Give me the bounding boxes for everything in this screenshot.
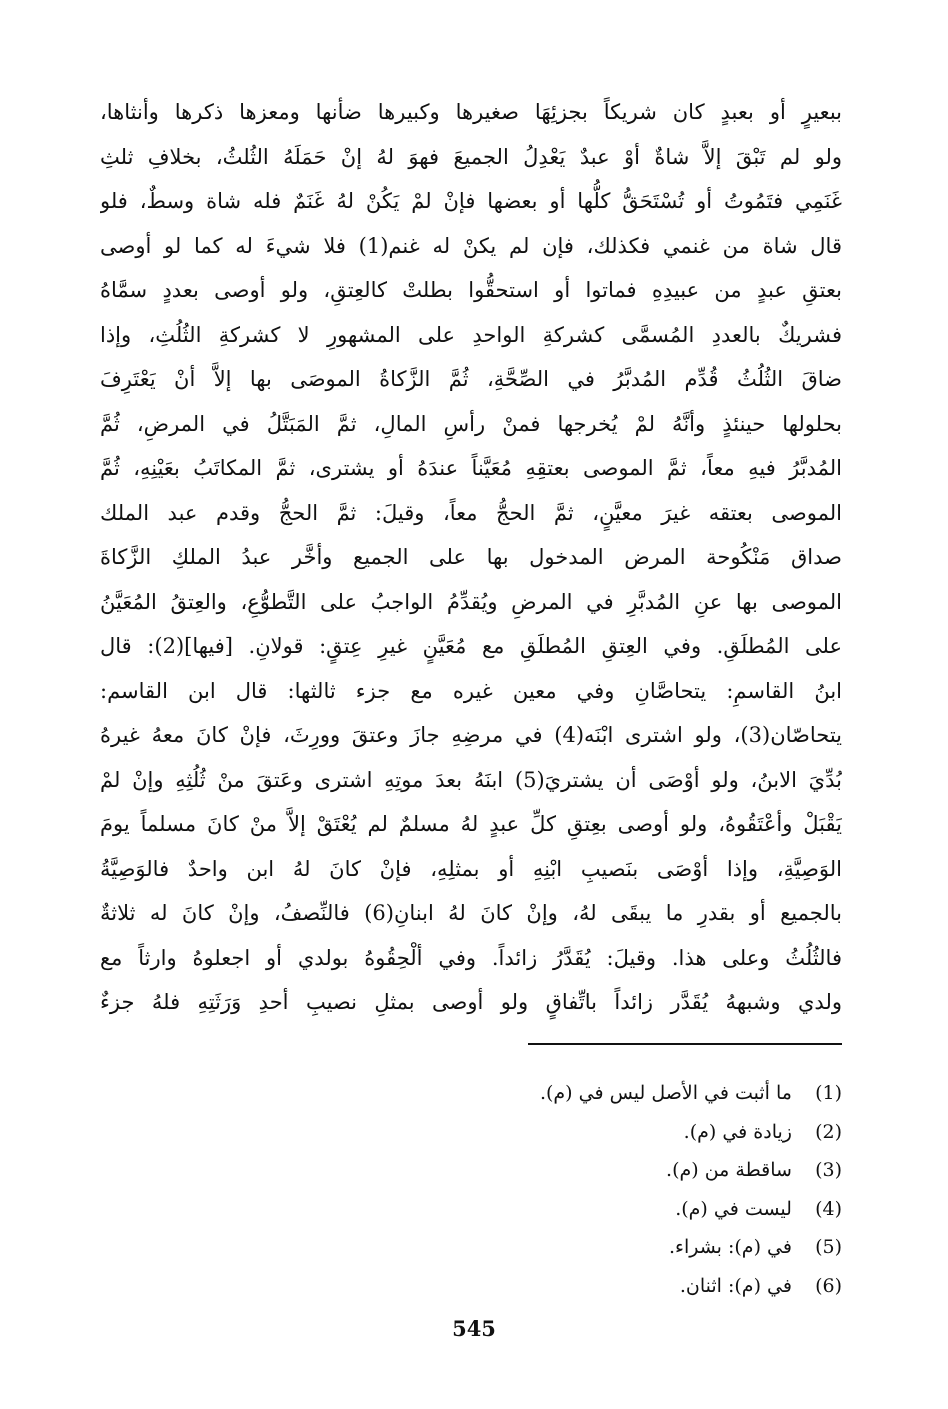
footnote-text: ليست في (م). (675, 1197, 792, 1220)
text-line: فالثُلُثُ وعلى هذا. وقيلَ: يُقَدَّرُ زائداً. وفي ألْحِقُوهُ بولدي أو اجعلوهُ وارثاً مع (100, 945, 842, 970)
text-line: صداق مَنْكُوحة المرض المدخول بها على الجميع وأخَّر عبدُ الملكِ الزَّكاةَ (100, 545, 842, 569)
footnote-number: (4) (815, 1197, 842, 1220)
footnote-text: في (م): اثنان. (679, 1274, 792, 1297)
footnote-item (400, 1113, 842, 1152)
footnote-number: (3) (815, 1159, 842, 1181)
text-line: الموصى بعتقه غيرَ معيَّنٍ، ثمَّ الحجُّ معاً، وقيلَ: ثمَّ الحجُّ وقدم عبد الملك (100, 500, 842, 525)
footnote-text: ساقطة من (م). (666, 1159, 792, 1181)
footnote-text: زيادة في (م). (683, 1120, 792, 1143)
text-line: ضاقَ الثُلُثُ قُدِّم المُدبَّرُ في الصِّحَّةِ، ثُمَّ الزَّكاةُ الموصَى بها إلاَّ أنْ يَعْتَرِفَ (100, 367, 842, 391)
text-line: غَنَمِي فتَمُوتُ أو تُسْتَحَقُّ كلُّها أو بعضها فإنْ لمْ يَكُنْ لهُ غَنَمٌ فله شاة وسطٌ، فلو (100, 189, 842, 213)
footnote-text: في (م): بشراء. (668, 1236, 792, 1258)
footnote-item (400, 1190, 842, 1229)
text-line: قال شاة من غنمي فكذلك، فإن لم يكنْ له غنم(1) فلا شيءَ له كما لو أوصى (100, 233, 842, 258)
text-line: بعتقِ عبدٍ من عبيدِهِ فماتوا أو استحقُّوا بطلتْ كالعِتقِ، ولو أوصى بعددٍ سمَّاهُ (100, 278, 842, 302)
text-line: بالجميع أو بقدرِ ما يبقَى لهُ، وإنْ كانَ لهُ ابنانِ(6) فالنِّصفُ، وإنْ كانَ له ثلاثةٌ (100, 901, 842, 925)
text-line: بحلولها حينئذٍ وأنَّهُ لمْ يُخرجها فمنْ رأسِ المالِ، ثمَّ المَبَتَّلُ في المرضِ، ثُمَّ (100, 411, 842, 436)
text-line: بُدِّيَ الابنُ، ولو أوْصَى أن يشتريَ(5) ابنَهُ بعدَ موتِهِ اشترى وعَتقَ منْ ثُلُثِهِ وإنْ لمْ (100, 767, 842, 792)
text-line: ولو لم تَبْقَ إلاَّ شاةٌ أوْ عبدٌ يَعْدِلُ الجميعَ فهوَ لهُ إنْ حَمَلَهُ الثُلثُ، بخلافِ ثلثِ (100, 144, 842, 169)
footnote-item (400, 1074, 842, 1113)
footnote-item (400, 1151, 842, 1190)
text-line: الموصى بها عنِ المُدبَّرِ في المرضِ ويُقدِّمُ الواجبُ على التَّطوُّعِ، والعِتقُ المُعَيَّنُ (100, 589, 842, 614)
text-line: المُدبَّرُ فيهِ معاً، ثمَّ الموصى بعتقِهِ مُعَيَّناً عندَهُ أو يشترى، ثمَّ المكاتَبُ بعَيْنِهِ، ثُمَّ (100, 456, 842, 480)
text-line: فشريكٌ بالعددِ المُسمَّى كشركةِ الواحدِ على المشهورِ لا كشركةِ الثُلُثِ، وإذا (100, 322, 842, 347)
footnote-separator (528, 1043, 842, 1045)
page-number: 545 (452, 1316, 496, 1341)
text-line: الوَصِيَّةِ، وإذا أوْصَى بنَصيبِ ابْنِهِ أو بمثلِهِ، فإنْ كانَ لهُ ابن واحدٌ فالوَصِيَّةُ (100, 856, 842, 881)
footnote-number: (5) (815, 1236, 842, 1258)
text-line: على المُطلَقِ. وفي العِتقِ المُطلَقِ مع مُعَيَّنٍ غيرِ عِتقٍ: قولانِ. [فيها](2): قال (100, 634, 842, 658)
text-line: ولدي وشبههُ يُقَدَّر زائداً باتِّفاقٍ ولو أوصى بمثلِ نصيبِ أحدِ وَرَثَتِهِ فلهُ جزءٌ (100, 990, 842, 1014)
footnote-number: (2) (815, 1120, 842, 1143)
footnote-item (400, 1228, 842, 1267)
main-text (100, 90, 842, 1025)
footnote-number: (6) (815, 1274, 842, 1297)
text-line: يتحاصّان(3)، ولو اشترى ابْنَه(4) في مرضِهِ جازَ وعتقَ وورِثَ، فإنْ كانَ معهُ غيرهُ (100, 723, 842, 747)
footnote-item (400, 1267, 842, 1306)
text-line: يَقْبَلْ وأعْتَقُوهُ، ولو أوصى بعِتقِ كلِّ عبدٍ لهُ مسلمٌ لم يُعْتَقْ إلاَّ منْ كانَ مسلماً يومَ (100, 812, 842, 836)
footnote-text: ما أثبت في الأصل ليس في (م). (539, 1082, 792, 1104)
footnote-number: (1) (815, 1082, 842, 1104)
footnotes (400, 1074, 842, 1305)
text-line: ببعيرٍ أو بعبدٍ كان شريكاً بجزئِهَا صغيرها وكبيرها ضأنها ومعزها ذكرها وأنثاها، (100, 100, 842, 124)
text-line: ابنُ القاسمِ: يتحاصَّانِ وفي معين غيره مع جزء ثالثها: قال ابن القاسم: (100, 678, 842, 703)
